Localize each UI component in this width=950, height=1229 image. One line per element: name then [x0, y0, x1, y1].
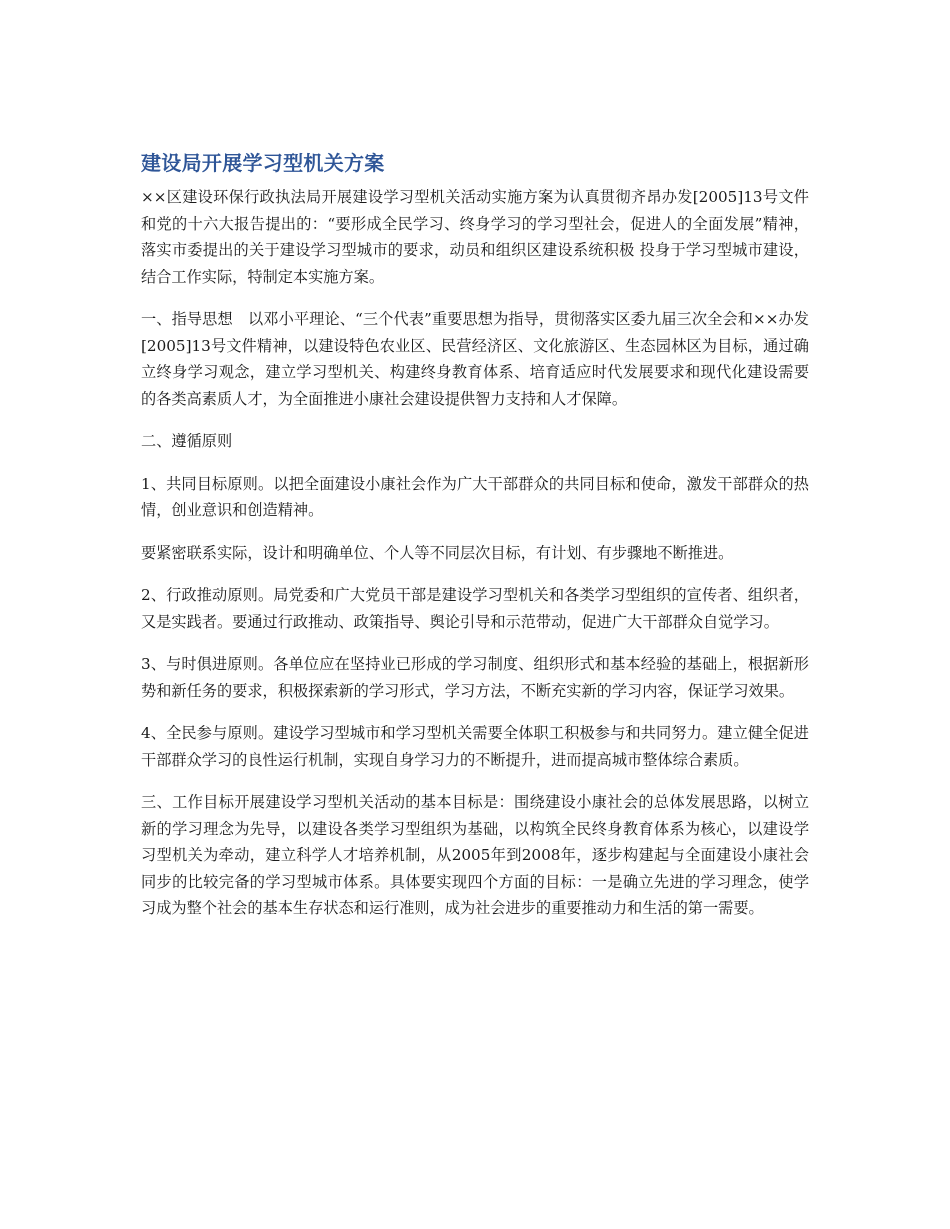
paragraph-work-goals: 三、工作目标开展建设学习型机关活动的基本目标是：围绕建设小康社会的总体发展思路，以树立新的学习理念为先导，以建设各类学习型组织为基础，以构筑全民终身教育体系为核心，以建设学习型机关为牵动，建立科学人才培养机制，从2005年到2008年，逐步构建起与全面建设小康社会同步的比较完备的学习型城市体系。具体要实现四个方面的目标：一是确立先进的学习理念，使学习成为整个社会的基本生存状态和运行准则，成为社会进步的重要推动力和生活的第一需要。 [141, 793, 809, 917]
paragraph-principle-3: 3、与时俱进原则。各单位应在坚持业已形成的学习制度、组织形式和基本经验的基础上，根据新形势和新任务的要求，积极探索新的学习形式，学习方法，不断充实新的学习内容，保证学习效果。 [141, 655, 809, 700]
paragraph-principle-4: 4、全民参与原则。建设学习型城市和学习型机关需要全体职工积极参与和共同努力。建立健全促进干部群众学习的良性运行机制，实现自身学习力的不断提升，进而提高城市整体综合素质。 [141, 724, 809, 769]
paragraph-intro: ××区建设环保行政执法局开展建设学习型机关活动实施方案为认真贯彻齐昂办发[2005]13号文件和党的十六大报告提出的：“要形成全民学习、终身学习的学习型社会，促进人的全面发展”精神，落实市委提出的关于建设学习型城市的要求，动员和组织区建设系统积极 投身于学习型城市建设，结合工作实际，特制定本实施方案。 [141, 188, 809, 286]
document-page [141, 148, 809, 938]
document-title: 建设局开展学习型机关方案 [141, 151, 385, 175]
paragraph-principle-2: 2、行政推动原则。局党委和广大党员干部是建设学习型机关和各类学习型组织的宣传者、组织者，又是实践者。要通过行政推动、政策指导、舆论引导和示范带动，促进广大干部群众自觉学习。 [141, 586, 809, 631]
paragraph-guiding-ideology: 一、指导思想 以邓小平理论、“三个代表”重要思想为指导，贯彻落实区委九届三次全会和××办发[2005]13号文件精神，以建设特色农业区、民营经济区、文化旅游区、生态园林区为目标，通过确立终身学习观念，建立学习型机关、构建终身教育体系、培育适应时代发展要求和现代化建设需要的各类高素质人才，为全面推进小康社会建设提供智力支持和人才保障。 [141, 310, 809, 408]
paragraph-principle-1-detail: 要紧密联系实际，设计和明确单位、个人等不同层次目标，有计划、有步骤地不断推进。 [141, 543, 734, 562]
paragraph-principle-1: 1、共同目标原则。以把全面建设小康社会作为广大干部群众的共同目标和使命，激发干部群众的热情，创业意识和创造精神。 [141, 474, 809, 519]
paragraph-principles-heading: 二、遵循原则 [141, 432, 233, 450]
